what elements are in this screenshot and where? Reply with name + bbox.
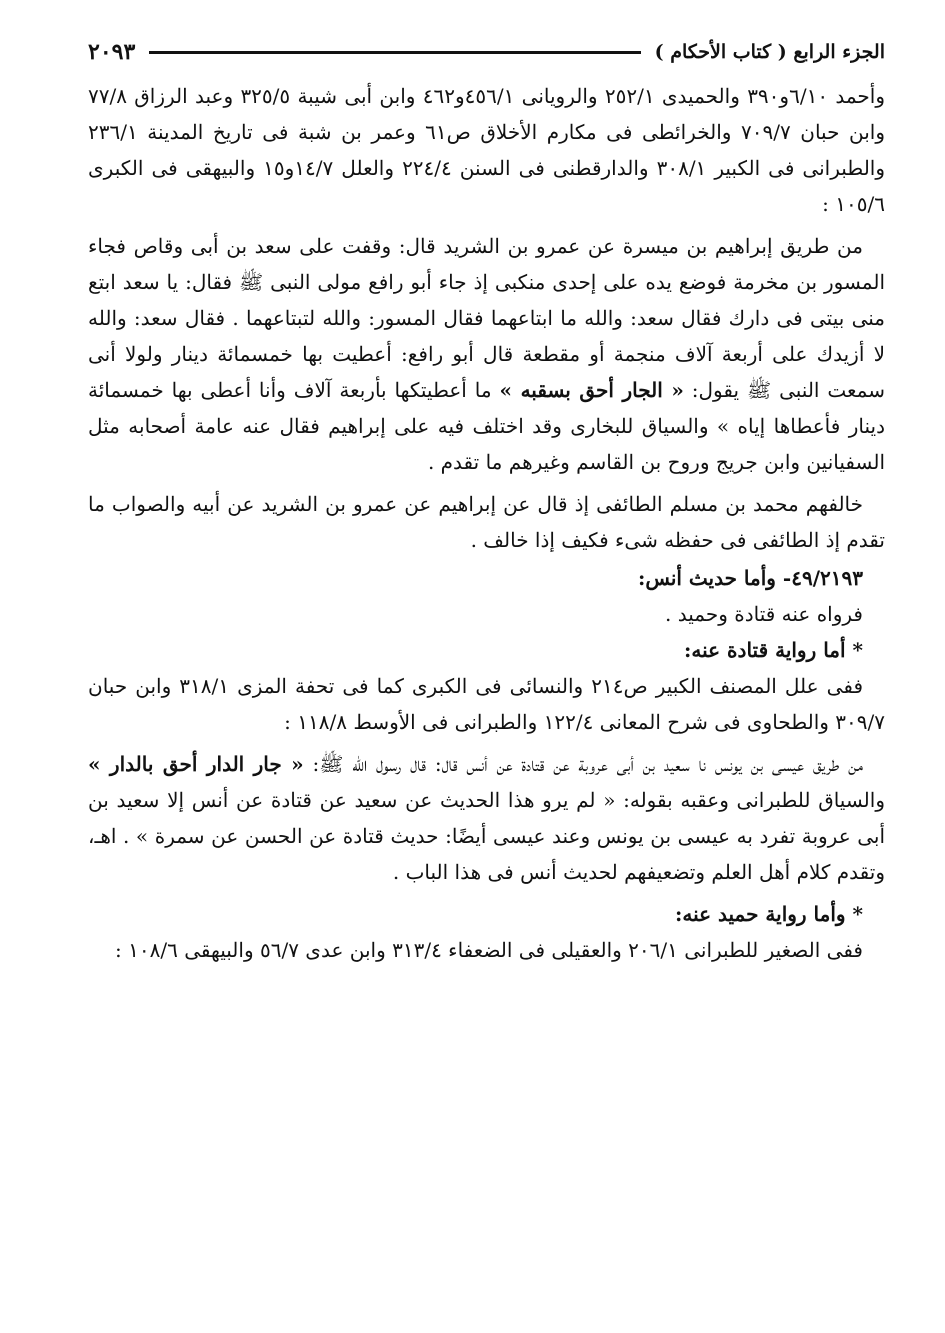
narration-text-b: ما أعطيتكها بأربعة آلاف وأنا أعطى بها خمسمائة دينار فأعطاها إياه » والسياق للبخارى وقد اختلف فيه على إبراهيم فقال عنه عامة أصحابه مثل السفيانين وابن جريج وروح بن القاسم وغيرهم ما تقدم . [88, 378, 885, 474]
paragraph-dissent: خالفهم محمد بن مسلم الطائفى إذ قال عن إبراهيم عن عمرو بن الشريد عن أبيه والصواب ما تقدم إذ الطائفى فى حفظه شىء فكيف إذا خالف . [88, 492, 885, 552]
narration-text-a: من طريق عيسى بن يونس نا سعيد بن أبى عروبة عن قتادة عن أنس قال: قال رسول الله ﷺ: [303, 752, 863, 776]
paragraph-sources-1: وأحمد ٦/١٠و٣٩٠ والحميدى ٢٥٢/١ والرويانى ٤٥٦/١و٤٦٢ وابن أبى شيبة ٣٢٥/٥ وعبد الرزاق ٧٧/٨ وابن حبان ٧٠٩/٧ والخرائطى فى مكارم الأخلاق ص٦١ وعمر بن شبة فى تاريخ المدينة ٢٣٦/١ والطبرانى فى الكبير ٣٠٨/١ والدارقطنى فى السنن ٢٢٤/٤ والعلل ١٤/٧و١٥ والبيهقى فى الكبرى ١٠٥/٦ : [88, 84, 886, 216]
section-heading [88, 560, 885, 596]
narration-text-a: من طريق إبراهيم بن ميسرة عن عمرو بن الشريد قال: وقفت على سعد بن أبى وقاص فجاء المسور بن مخرمة فوضع يده على إحدى منكبى إذ جاء أبو رافع مولى النبى ﷺ فقال: يا سعد ابتع منى بيتى فى دارك فقال سعد: والله ما ابتاعهما فقال المسور: والله لتبتاعهما . فقال سعد: والله لا أزيدك على أربعة آلاف منجمة أو مقطعة قال أبو رافع: أعطيت بها خمسمائة دينار ولولا أنى سمعت النبى ﷺ يقول: [88, 234, 886, 402]
section-number: ٤٩/٢١٩٣- [782, 566, 863, 590]
narration-text-b: والسياق للطبرانى وعقبه بقوله: « لم يرو هذا الحديث عن سعيد عن قتادة عن أنس إلا سعيد بن أبى عروبة تفرد به عيسى بن يونس وعند عيسى أيضًا: حديث قتادة عن الحسن عن سمرة » . اهـ، وتقدم كلام أهل العلم وتضعيفهم لحديث أنس فى هذا الباب . [88, 788, 885, 884]
paragraph-sources-3: ففى الصغير للطبرانى ٢٠٦/١ والعقيلى فى الضعفاء ٣١٣/٤ وابن عدى ٥٦/٧ والبيهقى ١٠٨/٦ : [115, 938, 863, 962]
section-title: وأما حديث أنس: [637, 566, 783, 590]
page-body [88, 78, 885, 968]
header-rule [149, 51, 640, 54]
paragraph-narration-2 [88, 746, 885, 890]
paragraph-sources-2: ففى علل المصنف الكبير ص٢١٤ والنسائى فى الكبرى كما فى تحفة المزى ٣١٨/١ وابن حبان ٣٠٩/٧ والطحاوى فى شرح المعانى ١٢٢/٤ والطبرانى فى الأوسط ١١٨/٨ : [88, 674, 885, 734]
hadith-quote-2: « جار الدار أحق بالدار » [88, 752, 304, 776]
paragraph-narrators: فرواه عنه قتادة وحميد . [665, 602, 863, 626]
subheading-humaid: * وأما رواية حميد عنه: [674, 902, 863, 926]
header-title: الجزء الرابع ( كتاب الأحكام ) [654, 41, 885, 63]
subheading-qatada: * أما رواية قتادة عنه: [684, 638, 863, 662]
running-header [88, 28, 885, 76]
page [88, 28, 885, 1313]
paragraph-narration-1 [88, 228, 885, 480]
page-number: ٢٠٩٣ [88, 39, 136, 65]
hadith-quote-1: « الجار أحق بسقبه » [499, 378, 684, 402]
